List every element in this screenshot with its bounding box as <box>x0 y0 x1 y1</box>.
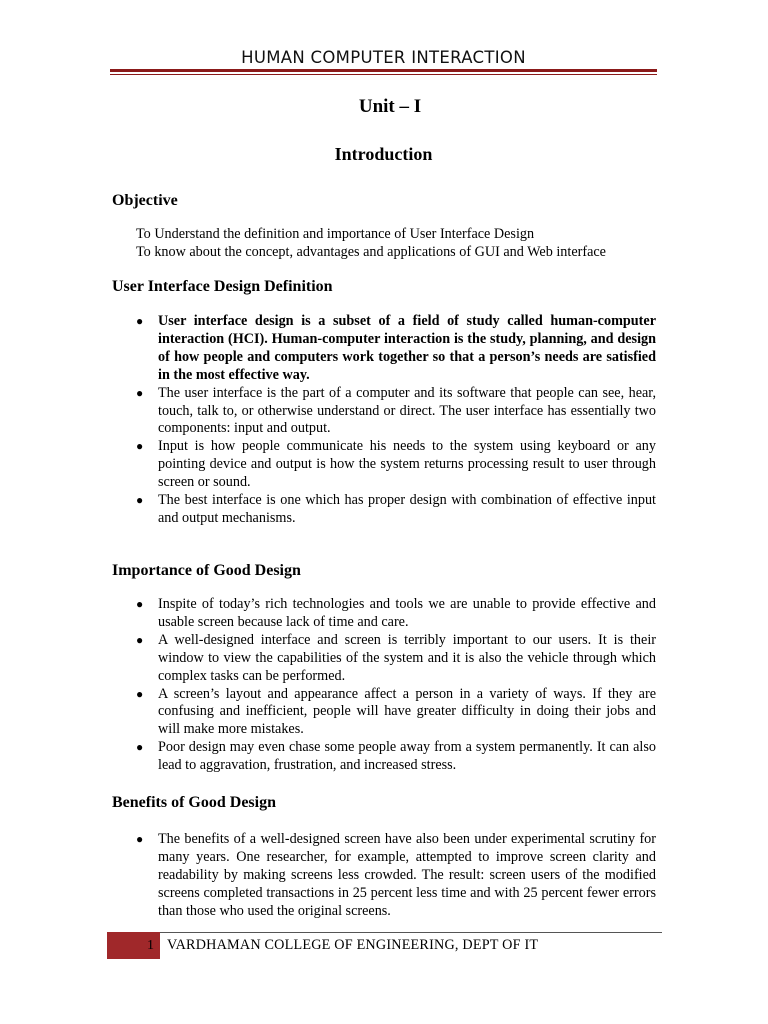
importance-heading: Importance of Good Design <box>112 562 301 579</box>
bullet-icon: ● <box>136 597 144 611</box>
list-item-text: A screen’s layout and appearance affect a person in a variety of ways. If they are confusing and inefficient, people will have greater difficulty in doing their jobs and will make more mistakes. <box>158 685 656 738</box>
running-footer: VARDHAMAN COLLEGE OF ENGINEERING, DEPT OF IT <box>167 937 539 953</box>
list-item <box>136 385 656 439</box>
page-number-badge <box>107 932 160 959</box>
list-item <box>136 831 656 921</box>
running-header: HUMAN COMPUTER INTERACTION <box>241 48 526 67</box>
list-item <box>136 686 656 740</box>
unit-title: Unit – I <box>358 96 422 117</box>
bullet-icon: ● <box>136 314 144 328</box>
list-item-text: A well-designed interface and screen is terribly important to our users. It is their window to view the capabilities of the system and it is also the vehicle through which complex tasks can be performed. <box>158 631 656 684</box>
objective-heading: Objective <box>112 192 178 209</box>
list-item <box>136 492 656 528</box>
bullet-icon: ● <box>136 439 144 454</box>
objective-line: To Understand the definition and importance of User Interface Design <box>136 226 535 242</box>
chapter-title: Introduction <box>334 144 433 164</box>
list-item <box>136 632 656 686</box>
bullet-icon: ● <box>136 493 144 508</box>
list-item-text: The best interface is one which has proper design with combination of effective input and output mechanisms. <box>158 492 656 526</box>
list-item-text: User interface design is a subset of a field of study called human-computer interaction (HCI). Human-computer interaction is the study, planning, and design of how people and computers work together so that a person’s needs are satisfied in the most effective way. <box>158 313 656 383</box>
list-item-text: Inspite of today’s rich technologies and tools we are unable to provide effective and usable screen because lack of time and care. <box>158 596 656 630</box>
benefits-list <box>136 831 656 921</box>
ui-definition-list <box>136 313 656 528</box>
list-item-text: The user interface is the part of a computer and its software that people can see, hear, touch, talk to, or otherwise understand or direct. The user interface has essentially two components: input and output. <box>158 384 656 437</box>
footer-rule <box>160 932 662 933</box>
bullet-icon: ● <box>136 686 144 701</box>
bullet-icon: ● <box>136 385 144 400</box>
bullet-icon: ● <box>136 632 144 647</box>
list-item-text: Poor design may even chase some people away from a system permanently. It can also lead to aggravation, frustration, and increased stress. <box>158 739 656 774</box>
objective-line: To know about the concept, advantages and applications of GUI and Web interface <box>136 244 606 260</box>
bullet-icon: ● <box>136 740 144 755</box>
header-rule-thin <box>110 74 657 75</box>
list-item <box>136 596 656 632</box>
page-number: 1 <box>147 938 154 953</box>
importance-list <box>136 596 656 775</box>
list-item <box>136 739 656 775</box>
header-rule-thick <box>110 69 657 72</box>
benefits-heading: Benefits of Good Design <box>112 794 276 811</box>
list-item <box>136 438 656 492</box>
ui-definition-heading: User Interface Design Definition <box>112 278 333 295</box>
list-item <box>136 313 656 385</box>
bullet-icon: ● <box>136 832 144 846</box>
list-item-text: The benefits of a well-designed screen have also been under experimental scrutiny for many years. One researcher, for example, attempted to improve screen clarity and readability by making screens less crowded. The result: screen users of the modified screens completed transactions in 25 percent less time and with 25 percent fewer errors than those who used the original screens. <box>158 831 656 919</box>
list-item-text: Input is how people communicate his needs to the system using keyboard or any pointing device and output is how the system returns processing result to user through screen or sound. <box>158 438 656 491</box>
